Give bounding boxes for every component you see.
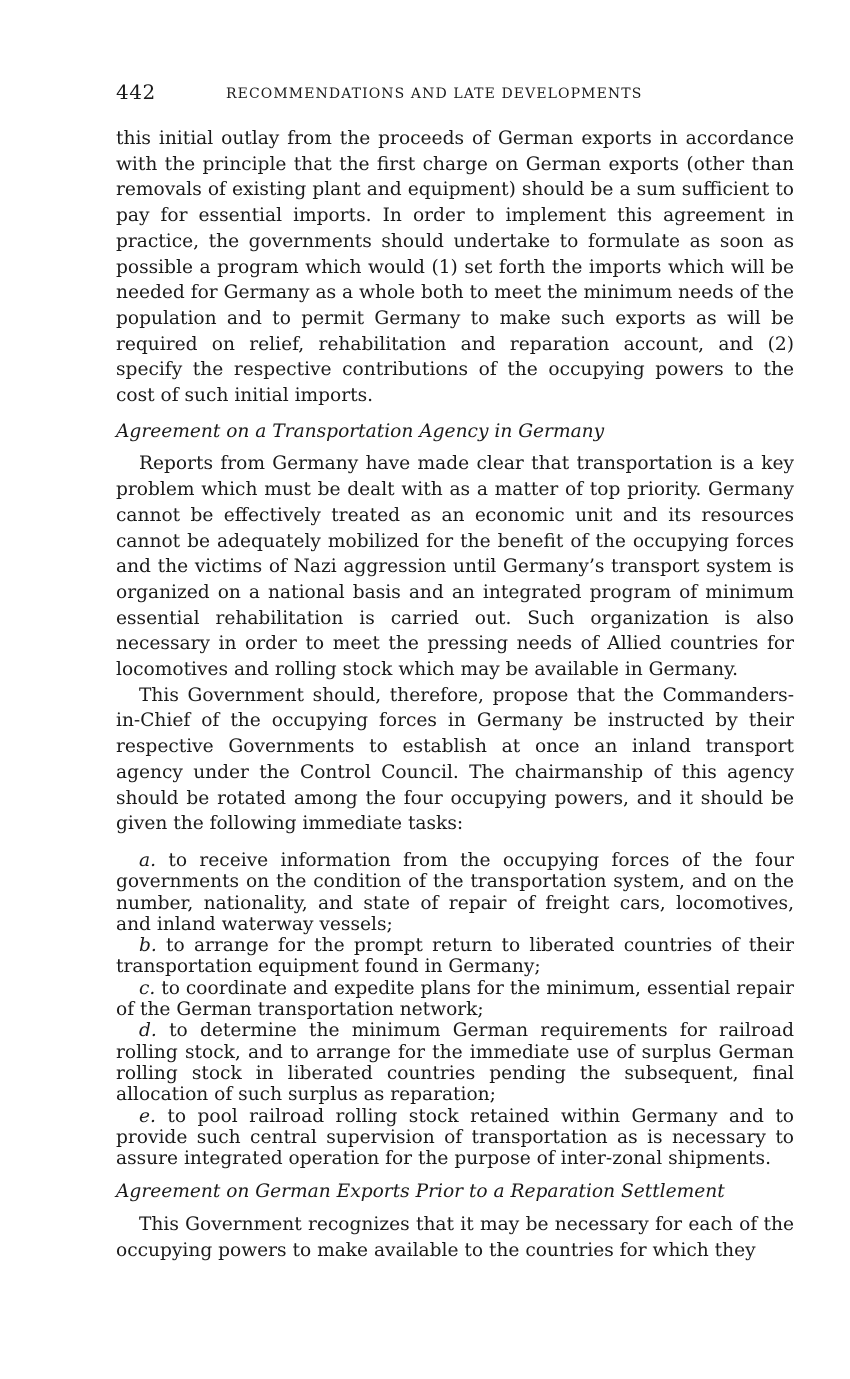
list-item (116, 935, 794, 978)
running-title: RECOMMENDATIONS AND LATE DEVELOPMENTS (226, 86, 643, 102)
exports-paragraph-1: This Government recognizes that it may be necessary for each of the occupying powers to make available to the countries for which they (116, 1214, 794, 1261)
list-item-letter: d. (139, 1020, 157, 1042)
opening-paragraph: this initial outlay from the proceeds of German exports in accordance with the principle that the first charge on German exports (other than removals of existing plant and equipment) should be a sum sufficient to pay for essential imports. In order to implement this agreement in practice, the governments should undertake to formulate as soon as possible a program which would (1) set forth the imports which will be needed for Germany as a whole both to meet the minimum needs of the population and to permit Germany to make such exports as will be required on relief, rehabilitation and reparation account, and (2) specify the respective contributions of the occupying powers to the cost of such initial imports. (116, 128, 794, 407)
transport-paragraph-1: Reports from Germany have made clear that transportation is a key problem which must be dealt with as a matter of top priority. Germany cannot be effectively treated as an economic unit and its resources cannot be adequately mobilized for the benefit of the occupying forces and the victims of Nazi aggression until Germany’s transport system is organized on a national basis and an integrated program of minimum essential rehabilitation is carried out. Such organization is also necessary in order to meet the pressing needs of Allied countries for locomotives and rolling stock which may be available in Germany. (116, 453, 794, 681)
section-heading-exports: Agreement on German Exports Prior to a Reparation Settlement (116, 1181, 725, 1203)
list-item (116, 1020, 794, 1105)
list-item (116, 978, 794, 1021)
task-list (116, 850, 794, 1169)
list-item-text: to receive information from the occupying forces of the four governments on the condition of the transportation system, and on the number, nationality, and state of repair of freight cars, locomotives, and inland waterway vessels; (116, 849, 794, 935)
list-item-text: to arrange for the prompt return to liberated countries of their transportation equipment found in Germany; (116, 935, 794, 978)
section-heading-transportation: Agreement on a Transportation Agency in Germany (116, 420, 605, 442)
document-page (116, 80, 794, 1264)
list-item-letter: b. (139, 935, 157, 957)
list-item-letter: e. (139, 1105, 156, 1127)
list-item (116, 1106, 794, 1170)
page-number: 442 (116, 80, 156, 104)
list-item-letter: c. (139, 977, 156, 999)
list-item-text: to coordinate and expedite plans for the minimum, essential repair of the German transportation network; (116, 977, 794, 1021)
list-item-text: to determine the minimum German requirements for railroad rolling stock, and to arrange for the immediate use of surplus German rolling stock in liberated countries pending the subsequent, final allocation of such surplus as reparation; (116, 1020, 794, 1106)
list-item-letter: a. (139, 849, 156, 871)
transport-paragraph-2: This Government should, therefore, propose that the Commanders-in-Chief of the occupying forces in Germany be instructed by their respective Governments to establish at once an inland transport agency under the Control Council. The chairmanship of this agency should be rotated among the four occupying powers, and it should be given the following immediate tasks: (116, 684, 794, 835)
list-item-text: to pool railroad rolling stock retained within Germany and to provide such central supervision of transportation as is necessary to assure integrated operation for the purpose of inter-zonal shipments. (116, 1105, 794, 1170)
running-head (116, 80, 794, 114)
list-item (116, 850, 794, 935)
